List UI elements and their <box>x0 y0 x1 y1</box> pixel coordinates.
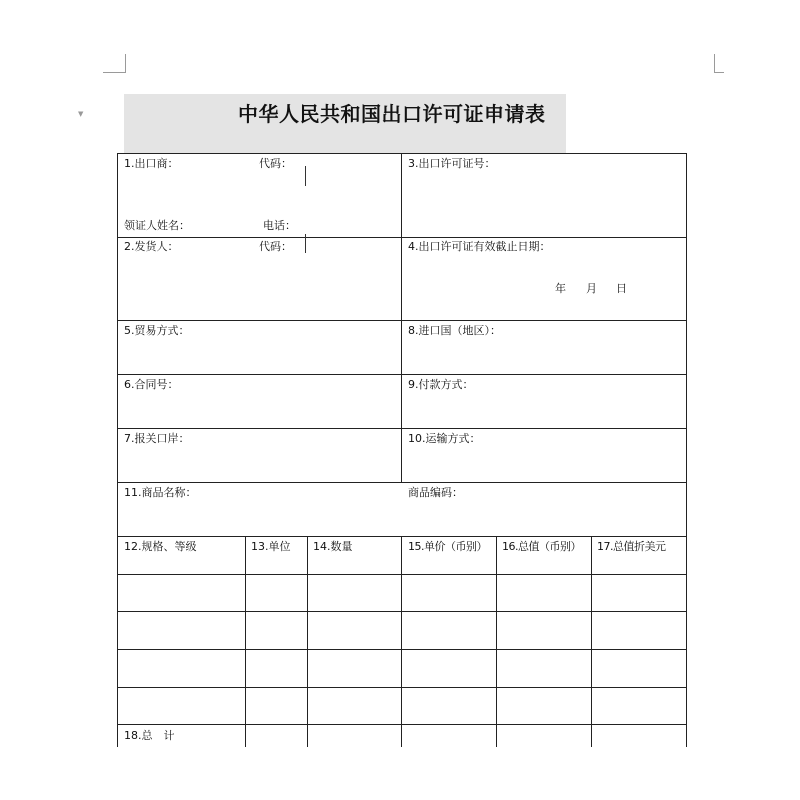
row-divider <box>117 611 687 612</box>
row-divider <box>117 574 687 575</box>
column-divider <box>307 536 308 747</box>
exporter-code-field[interactable]: 代码： <box>259 157 292 170</box>
goods-name-field[interactable]: 11.商品名称： <box>124 486 197 499</box>
date-year-label: 年 <box>555 282 566 295</box>
consignor-code-field[interactable]: 代码： <box>259 240 292 253</box>
column-divider <box>245 536 246 747</box>
column-divider <box>591 536 592 747</box>
row-divider <box>117 428 687 429</box>
payment-method-field[interactable]: 9.付款方式： <box>408 378 474 391</box>
form-border-right <box>686 153 687 747</box>
trade-mode-field[interactable]: 5.贸易方式： <box>124 324 190 337</box>
row-divider <box>117 649 687 650</box>
column-divider <box>496 536 497 747</box>
contract-number-field[interactable]: 6.合同号： <box>124 378 179 391</box>
row-divider <box>117 237 687 238</box>
form-border-top <box>117 153 687 154</box>
row-divider <box>117 320 687 321</box>
import-country-field[interactable]: 8.进口国（地区）： <box>408 324 501 337</box>
row-divider <box>117 687 687 688</box>
total-row-label: 18.总 计 <box>124 729 175 742</box>
table-header-unit-price: 15.单价（币别） <box>408 540 487 553</box>
table-header-quantity: 14.数量 <box>313 540 353 553</box>
date-day-label: 日 <box>616 282 627 295</box>
phone-field[interactable]: 电话： <box>263 219 296 232</box>
form-title: 中华人民共和国出口许可证申请表 <box>238 102 546 126</box>
consignor-field[interactable]: 2.发货人： <box>124 240 179 253</box>
row-divider <box>117 724 687 725</box>
paragraph-handle-icon: ▼ <box>78 110 84 118</box>
column-divider <box>401 536 402 747</box>
goods-code-field[interactable]: 商品编码： <box>408 486 463 499</box>
applicant-name-field[interactable]: 领证人姓名： <box>124 219 190 232</box>
row-divider <box>117 482 687 483</box>
row-divider <box>117 374 687 375</box>
row-divider <box>117 536 687 537</box>
transport-mode-field[interactable]: 10.运输方式： <box>408 432 481 445</box>
form-border-left <box>117 153 118 747</box>
text-cursor <box>305 166 306 186</box>
table-header-total-usd: 17.总值折美元 <box>597 540 666 553</box>
exporter-field[interactable]: 1.出口商： <box>124 157 179 170</box>
column-divider <box>401 153 402 482</box>
expiry-date-field[interactable]: 4.出口许可证有效截止日期： <box>408 240 551 253</box>
table-header-unit: 13.单位 <box>251 540 291 553</box>
table-header-spec: 12.规格、等级 <box>124 540 197 553</box>
table-header-total-value: 16.总值（币别） <box>502 540 581 553</box>
license-number-field[interactable]: 3.出口许可证号： <box>408 157 496 170</box>
date-month-label: 月 <box>586 282 597 295</box>
customs-port-field[interactable]: 7.报关口岸： <box>124 432 190 445</box>
text-cursor <box>305 234 306 253</box>
